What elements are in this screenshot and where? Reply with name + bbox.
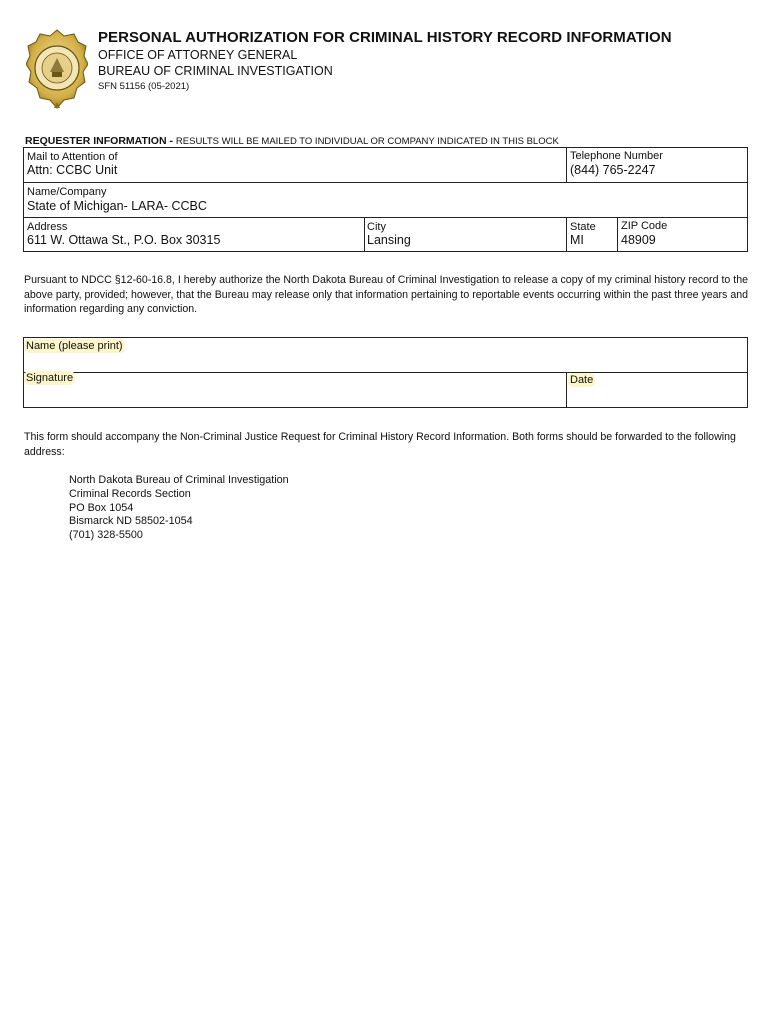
signature-label: Signature <box>26 372 74 384</box>
table-col-divider <box>566 147 567 182</box>
date-field[interactable] <box>568 374 595 386</box>
address-line: PO Box 1054 <box>69 501 134 514</box>
address-field[interactable]: 611 W. Ottawa St., P.O. Box 30315 <box>27 233 221 247</box>
form-title: PERSONAL AUTHORIZATION FOR CRIMINAL HISTORY RECORD INFORMATION <box>98 29 672 46</box>
authorization-statement: Pursuant to NDCC §12-60-16.8, I hereby authorize the North Dakota Bureau of Criminal Investigation to release a copy of my criminal history record to the above party, provided; however, that the Bureau may release only that information pertaining to reportable events occurring within the past three years and information regarding any conviction. <box>24 274 748 315</box>
requester-heading-note: RESULTS WILL BE MAILED TO INDIVIDUAL OR COMPANY INDICATED IN THIS BLOCK <box>175 136 559 147</box>
signature-field[interactable] <box>24 372 75 384</box>
mail-to-field[interactable]: Attn: CCBC Unit <box>27 163 118 177</box>
telephone-label: Telephone Number <box>570 150 663 162</box>
table-row-divider <box>23 182 748 183</box>
telephone-field[interactable]: (844) 765-2247 <box>570 163 656 177</box>
state-field[interactable]: MI <box>570 233 584 247</box>
table-col-divider <box>364 217 365 252</box>
city-field[interactable]: Lansing <box>367 233 411 247</box>
instructions-text: This form should accompany the Non-Criminal Justice Request for Criminal History Record Information. Both forms should be forwarded to the following address: <box>24 431 736 458</box>
requester-heading-separator: - <box>166 135 176 147</box>
address-line: Bismarck ND 58502-1054 <box>69 515 193 528</box>
zip-field[interactable]: 48909 <box>621 233 656 247</box>
date-label: Date <box>570 374 594 386</box>
print-name-label: Name (please print) <box>26 340 123 352</box>
address-line: Criminal Records Section <box>69 487 191 500</box>
state-label: State <box>570 221 596 233</box>
mailing-address <box>69 474 289 543</box>
address-phone: (701) 328-5500 <box>69 529 143 542</box>
address-line: North Dakota Bureau of Criminal Investigation <box>69 474 289 486</box>
table-row-divider <box>23 217 748 218</box>
table-col-divider <box>566 372 567 408</box>
bureau-name: BUREAU OF CRIMINAL INVESTIGATION <box>98 64 333 78</box>
name-company-field[interactable]: State of Michigan- LARA- CCBC <box>27 199 207 213</box>
zip-label: ZIP Code <box>621 220 668 232</box>
bci-seal-logo <box>26 28 88 112</box>
form-number: SFN 51156 (05-2021) <box>98 81 190 92</box>
requester-heading <box>25 135 559 147</box>
table-row-divider <box>23 372 748 373</box>
table-col-divider <box>617 217 618 252</box>
mail-to-label: Mail to Attention of <box>27 151 118 163</box>
name-company-label: Name/Company <box>27 186 107 198</box>
city-label: City <box>367 221 386 233</box>
address-label: Address <box>27 221 68 233</box>
requester-heading-title: REQUESTER INFORMATION <box>25 135 167 147</box>
print-name-field[interactable] <box>24 340 125 352</box>
table-col-divider <box>566 217 567 252</box>
office-name: OFFICE OF ATTORNEY GENERAL <box>98 48 298 62</box>
